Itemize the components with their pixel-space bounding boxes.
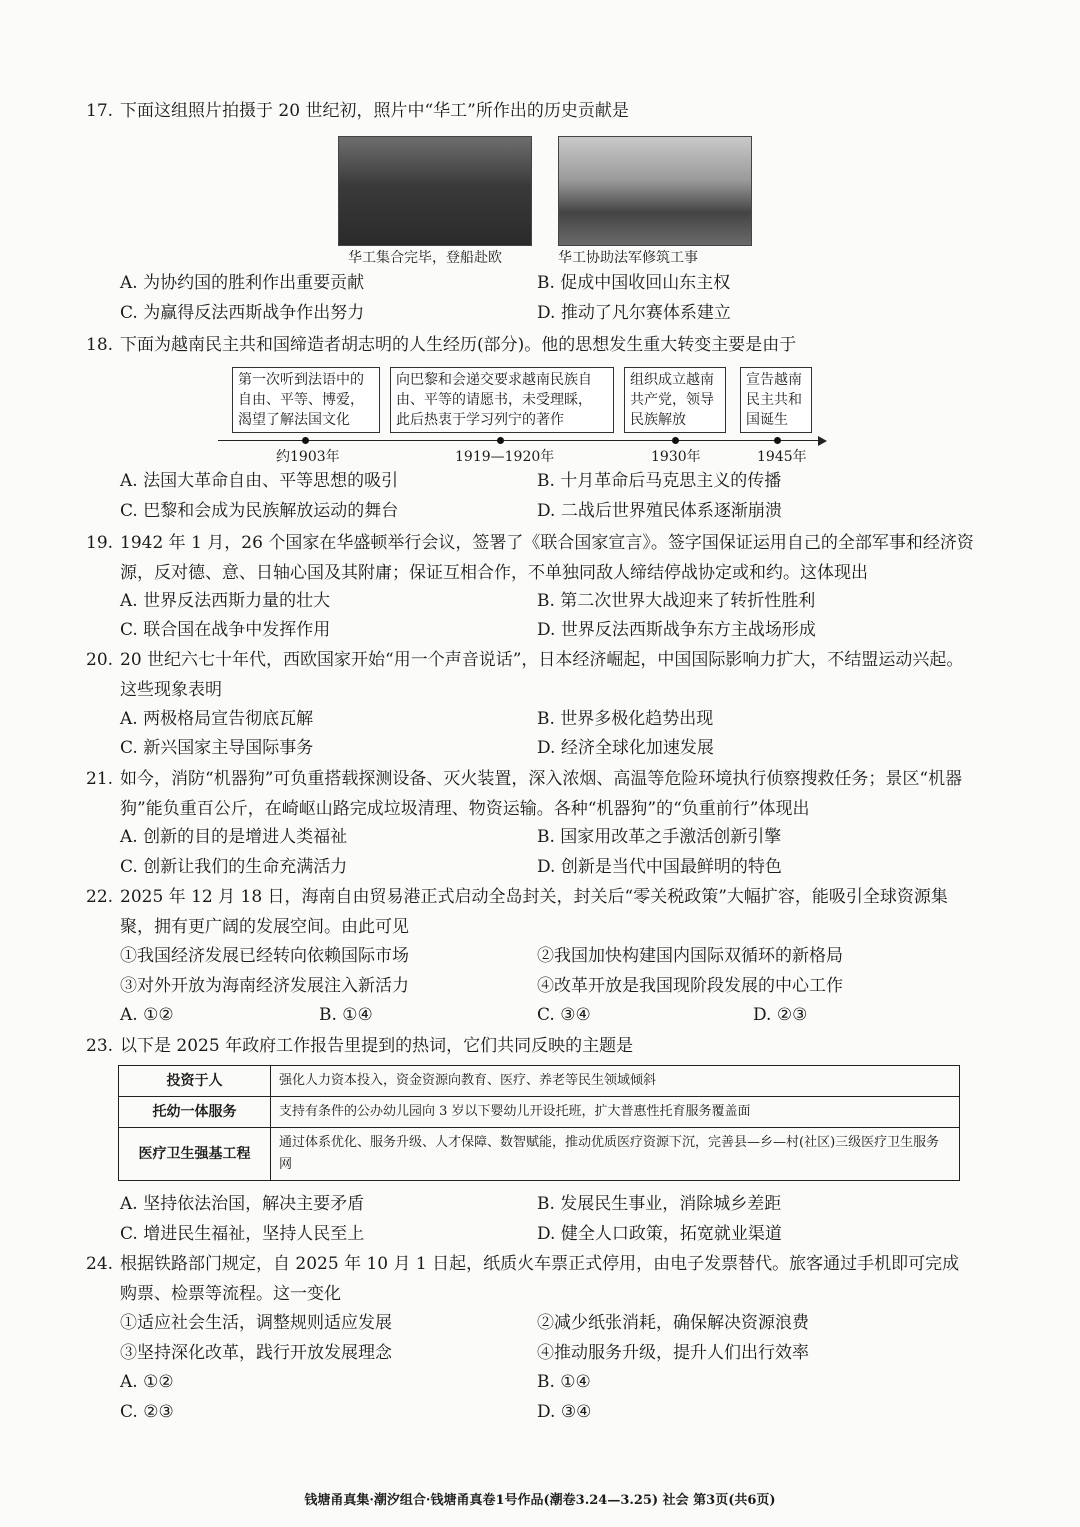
table-row <box>119 1097 960 1128</box>
timeline-event-box: 向巴黎和会递交要求越南民族自 由、平等的请愿书，未受理睬， 此后热衷于学习列宁的著作 <box>390 367 614 433</box>
statement: ①适应社会生活，调整规则适应发展 <box>120 1313 392 1333</box>
photo-caption: 华工协助法军修筑工事 <box>558 250 698 266</box>
table-key: 托幼一体服务 <box>119 1097 271 1128</box>
option-d: D. 经济全球化加速发展 <box>537 738 714 758</box>
statement: ③坚持深化改革，践行开放发展理念 <box>120 1343 392 1363</box>
stem-text: 下面这组照片拍摄于 20 世纪初，照片中“华工”所作出的历史贡献是 <box>120 101 629 121</box>
table-value: 支持有条件的公办幼儿园向 3 岁以下婴幼儿开设托班，扩大普惠性托育服务覆盖面 <box>271 1097 960 1128</box>
option-c: C. 联合国在战争中发挥作用 <box>120 620 331 640</box>
photo-workers-trench <box>558 136 752 246</box>
statement: ②减少纸张消耗，确保解决资源浪费 <box>537 1313 809 1333</box>
table-value: 强化人力资本投入，资金资源向教育、医疗、养老等民生领域倾斜 <box>271 1066 960 1097</box>
statement: ①我国经济发展已经转向依赖国际市场 <box>120 946 409 966</box>
question-number: 21. <box>86 769 114 789</box>
photo-caption: 华工集合完毕，登船赴欧 <box>348 250 502 266</box>
question-stem <box>86 645 976 705</box>
option-c: C. 为赢得反法西斯战争作出努力 <box>120 303 365 323</box>
question-stem <box>86 882 976 942</box>
question-18 <box>86 330 976 360</box>
option-d: D. ②③ <box>753 1005 808 1025</box>
timeline-date: 1945年 <box>757 449 807 465</box>
question-22 <box>86 882 976 942</box>
option-d: D. 健全人口政策，拓宽就业渠道 <box>537 1224 782 1244</box>
option-a: A. 法国大革命自由、平等思想的吸引 <box>120 471 399 491</box>
page-footer: 钱塘甬真集·潮汐组合·钱塘甬真卷1号作品(潮卷3.24—3.25) 社会 第3页(共6页) <box>304 1493 776 1508</box>
stem-text: 下面为越南民主共和国缔造者胡志明的人生经历(部分)。他的思想发生重大转变主要是由于 <box>120 335 797 355</box>
timeline-event-box: 宣告越南 民主共和 国诞生 <box>740 367 812 433</box>
option-a: A. 创新的目的是增进人类福祉 <box>120 827 348 847</box>
option-c: C. 新兴国家主导国际事务 <box>120 738 314 758</box>
timeline-date: 1930年 <box>651 449 701 465</box>
stem-text: 20 世纪六七十年代，西欧国家开始“用一个声音说话”，日本经济崛起，中国国际影响力扩大，不结盟运动兴起。这些现象表明 <box>120 650 964 700</box>
option-b: B. 国家用改革之手激活创新引擎 <box>537 827 782 847</box>
option-d: D. 创新是当代中国最鲜明的特色 <box>537 857 782 877</box>
question-number: 23. <box>86 1036 114 1056</box>
question-24 <box>86 1249 976 1309</box>
question-stem <box>86 96 976 126</box>
option-a: A. 世界反法西斯力量的壮大 <box>120 591 331 611</box>
question-23 <box>86 1031 976 1061</box>
table-value: 通过体系优化、服务升级、人才保障、数智赋能，推动优质医疗资源下沉，完善县—乡—村(社区)三级医疗卫生服务网 <box>271 1128 960 1181</box>
question-stem <box>86 764 976 824</box>
table-key: 医疗卫生强基工程 <box>119 1128 271 1181</box>
table-row <box>119 1066 960 1097</box>
timeline-dot <box>672 437 679 444</box>
question-number: 17. <box>86 101 114 121</box>
option-c: C. ②③ <box>120 1402 174 1422</box>
option-b: B. 发展民生事业，消除城乡差距 <box>537 1194 782 1214</box>
question-20 <box>86 645 976 705</box>
timeline-dot <box>774 437 781 444</box>
option-a: A. ①② <box>120 1372 174 1392</box>
timeline-event-box: 组织成立越南 共产党，领导 民族解放 <box>624 367 726 433</box>
option-b: B. ①④ <box>319 1005 373 1025</box>
stem-text: 1942 年 1 月，26 个国家在华盛顿举行会议，签署了《联合国家宣言》。签字国保证运用自己的全部军事和经济资源，反对德、意、日轴心国及其附庸；保证互相合作，不单独同敌人缔结停战协定或和约。这体现出 <box>120 533 974 583</box>
question-19 <box>86 528 976 588</box>
option-c: C. 巴黎和会成为民族解放运动的舞台 <box>120 501 399 521</box>
statement: ③对外开放为海南经济发展注入新活力 <box>120 976 409 996</box>
option-b: B. 第二次世界大战迎来了转折性胜利 <box>537 591 816 611</box>
photo-workers-boarding <box>338 136 532 246</box>
hotwords-table <box>118 1065 960 1181</box>
option-c: C. ③④ <box>537 1005 591 1025</box>
statement: ②我国加快构建国内国际双循环的新格局 <box>537 946 843 966</box>
option-b: B. ①④ <box>537 1372 591 1392</box>
option-d: D. 世界反法西斯战争东方主战场形成 <box>537 620 816 640</box>
question-number: 18. <box>86 335 114 355</box>
question-number: 24. <box>86 1254 114 1274</box>
statement: ④改革开放是我国现阶段发展的中心工作 <box>537 976 843 996</box>
question-stem <box>86 1249 976 1309</box>
question-number: 20. <box>86 650 114 670</box>
timeline-date: 1919—1920年 <box>455 449 555 465</box>
stem-text: 如今，消防“机器狗”可负重搭载探测设备、灭火装置，深入浓烟、高温等危险环境执行侦察搜救任务；景区“机器狗”能负重百公斤，在崎岖山路完成垃圾清理、物资运输。各种“机器狗”的“负重前行”体现出 <box>120 769 963 819</box>
question-21 <box>86 764 976 824</box>
table-key: 投资于人 <box>119 1066 271 1097</box>
question-stem <box>86 528 976 588</box>
option-d: D. 推动了凡尔赛体系建立 <box>537 303 731 323</box>
stem-text: 根据铁路部门规定，自 2025 年 10 月 1 日起，纸质火车票正式停用，由电子发票替代。旅客通过手机即可完成购票、检票等流程。这一变化 <box>120 1254 960 1304</box>
timeline-dot <box>497 437 504 444</box>
stem-text: 以下是 2025 年政府工作报告里提到的热词，它们共同反映的主题是 <box>120 1036 634 1056</box>
option-d: D. ③④ <box>537 1402 592 1422</box>
option-a: A. ①② <box>120 1005 174 1025</box>
question-17 <box>86 96 976 126</box>
option-a: A. 两极格局宣告彻底瓦解 <box>120 709 314 729</box>
option-a: A. 坚持依法治国，解决主要矛盾 <box>120 1194 365 1214</box>
stem-text: 2025 年 12 月 18 日，海南自由贸易港正式启动全岛封关，封关后“零关税政策”大幅扩容，能吸引全球资源集聚，拥有更广阔的发展空间。由此可见 <box>120 887 948 937</box>
option-b: B. 世界多极化趋势出现 <box>537 709 714 729</box>
option-a: A. 为协约国的胜利作出重要贡献 <box>120 273 365 293</box>
question-number: 22. <box>86 887 114 907</box>
option-d: D. 二战后世界殖民体系逐渐崩溃 <box>537 501 782 521</box>
option-c: C. 创新让我们的生命充满活力 <box>120 857 348 877</box>
option-b: B. 十月革命后马克思主义的传播 <box>537 471 782 491</box>
timeline-event-box: 第一次听到法语中的 自由、平等、博爱， 渴望了解法国文化 <box>232 367 380 433</box>
question-number: 19. <box>86 533 114 553</box>
timeline-arrow-icon <box>818 436 827 446</box>
timeline-dot <box>302 437 309 444</box>
question-stem <box>86 1031 976 1061</box>
table-row <box>119 1128 960 1181</box>
option-b: B. 促成中国收回山东主权 <box>537 273 731 293</box>
option-c: C. 增进民生福祉，坚持人民至上 <box>120 1224 365 1244</box>
question-stem <box>86 330 976 360</box>
statement: ④推动服务升级，提升人们出行效率 <box>537 1343 809 1363</box>
timeline-date: 约1903年 <box>276 449 340 465</box>
